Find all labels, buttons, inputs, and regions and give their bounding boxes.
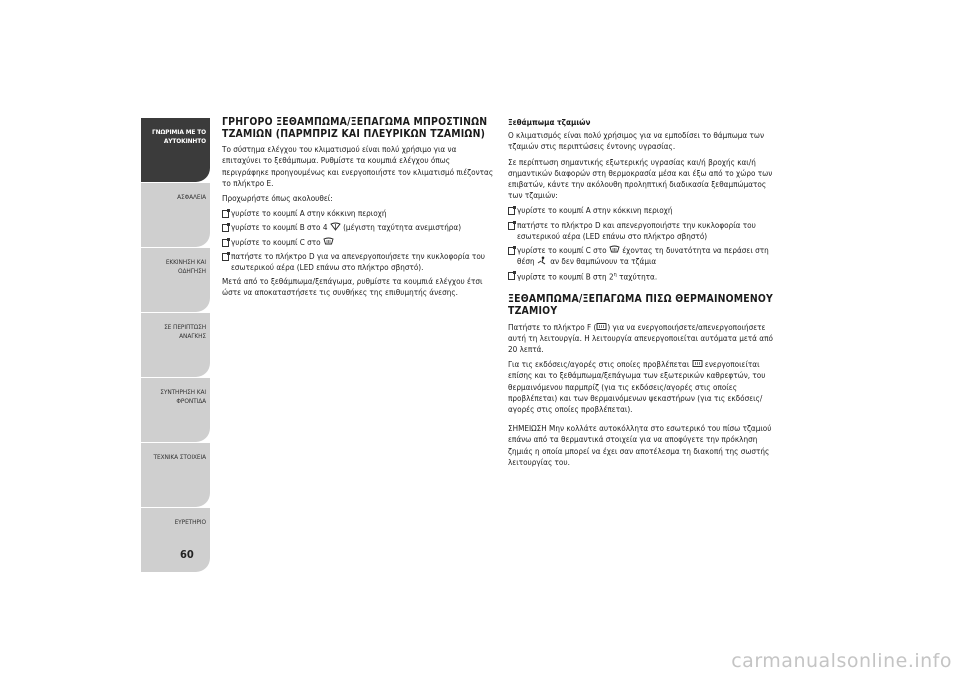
tab-starting-driving[interactable]: ΕΚΚΙΝΗΣΗ ΚΑΙ ΟΔΗΓΗΣΗ: [141, 248, 210, 312]
checkbox-bullet-icon: [508, 222, 515, 230]
list-item: γυρίστε το κουμπί B στο 4 (μέγιστη ταχύτητα ανεμιστήρα): [222, 222, 494, 233]
windscreen-defrost-icon: [323, 237, 334, 246]
tab-technical-data[interactable]: ΤΕΧΝΙΚΑ ΣΤΟΙΧΕΙΑ: [141, 443, 210, 507]
list-item: γυρίστε το κουμπί C στο έχοντας τη δυνατότητα να περάσει στη θέση αν δεν θαμπώνουν τα τζάμια: [508, 245, 780, 267]
checkbox-bullet-icon: [222, 210, 229, 218]
checkbox-bullet-icon: [508, 247, 515, 255]
checkbox-bullet-icon: [222, 239, 229, 247]
feet-windscreen-icon: [537, 256, 548, 265]
list-item: πατήστε το πλήκτρο D για να απενεργοποιήσετε την κυκλοφορία του εσωτερικού αέρα (LED επάνω στο πλήκτρο σβηστό).: [222, 251, 494, 273]
closing-paragraph: Μετά από το ξεθάμπωμα/ξεπάγωμα, ρυθμίστε τα κουμπιά ελέγχου έτσι ώστε να αποκαταστήσετε τις συνθήκες της επιθυμητής άνεσης.: [222, 276, 483, 298]
page-number: 60: [180, 548, 194, 561]
rear-window-defrost-icon: [596, 322, 607, 331]
fan-icon: [330, 222, 341, 231]
intro-paragraph: Το σύστημα ελέγχου του κλιματισμού είναι πολύ χρήσιμο για να επιταχύνει το ξεθάμπωμα. Ρυθμίστε τα κουμπιά ελέγχου όπως περιγράφηκε προηγουμένως και ενεργοποιήστε τον κλιματισμό πιέζοντας το πλήκτρο E.: [222, 144, 494, 188]
paragraph: Πατήστε το πλήκτρο F ( ) για να ενεργοποιήσετε/απενεργοποιήσετε αυτή τη λειτουργία. Η λειτουργία απενεργοποιείται αυτόματα μετά από 20 λεπτά.: [508, 321, 773, 354]
list-item: γυρίστε το κουμπί C στο: [222, 237, 494, 248]
checkbox-bullet-icon: [222, 253, 229, 261]
list-item: πατήστε το πλήκτρο D και απενεργοποιήστε την κυκλοφορία του εσωτερικού αέρα (LED επάνω στο πλήκτρο σβηστό): [508, 220, 780, 242]
tab-maintenance[interactable]: ΣΥΝΤΗΡΗΣΗ ΚΑΙ ΦΡΟΝΤΙΔΑ: [141, 378, 210, 442]
checkbox-bullet-icon: [222, 224, 229, 232]
paragraph: Ο κλιματισμός είναι πολύ χρήσιμος για να εμποδίσει το θάμπωμα των τζαμιών στις περιπτώσεις έντονης υγρασίας.: [508, 130, 765, 152]
list-item: γυρίστε το κουμπί A στην κόκκινη περιοχή: [222, 208, 494, 219]
tab-index[interactable]: ΕΥΡΕΤΗΡΙΟ: [141, 508, 210, 572]
paragraph: Για τις εκδόσεις/αγορές στις οποίες προβλέπεται ενεργοποιείται επίσης και το ξεθάμπωμα/ξεπάγωμα των εξωτερικών καθρεφτών, του θερμαινόμενου παρμπρίζ (για τις εκδόσεις/αγορές στις οποίες προβλέπεται) και των θερμαινόμενων ψεκαστήρων (για τις εκδόσεις/αγορές στις οποίες προβλέπεται).: [508, 359, 766, 414]
windscreen-defrost-icon: [609, 245, 620, 254]
right-column: [508, 117, 780, 472]
tab-getting-to-know[interactable]: ΓΝΩΡΙΜΙΑ ΜΕ ΤΟ ΑΥΤΟΚΙΝΗΤΟ: [141, 118, 210, 182]
chapter-sidebar: [141, 118, 210, 573]
watermark: carmanualsonline.info: [731, 650, 952, 672]
section-heading: ΞΕΘΑΜΠΩΜΑ/ΞΕΠΑΓΩΜΑ ΠΙΣΩ ΘΕΡΜΑΙΝΟΜΕΝΟΥ ΤΖΑΜΙΟΥ: [508, 293, 774, 317]
section-heading: ΓΡΗΓΟΡΟ ΞΕΘΑΜΠΩΜΑ/ΞΕΠΑΓΩΜΑ ΜΠΡΟΣΤΙΝΩΝ ΤΖΑΜΙΩΝ (ΠΑΡΜΠΡΙΖ ΚΑΙ ΠΛΕΥΡΙΚΩΝ ΤΖΑΜΙΩΝ): [222, 116, 488, 140]
list-item: γυρίστε το κουμπί A στην κόκκινη περιοχή: [508, 205, 780, 216]
list-item: γυρίστε το κουμπί B στη $2^\eta$ ταχύτητα.: [508, 270, 780, 283]
paragraph: Σε περίπτωση σημαντικής εξωτερικής υγρασίας και/ή βροχής και/ή σημαντικών διαφορών στη θερμοκρασία μέσα και έξω από το χώρο των επιβατών, κάντε την ακόλουθη προληπτική διαδικασία ξεθαμπώματος των τζαμιών:: [508, 156, 773, 201]
left-column: [222, 117, 494, 303]
tab-emergency[interactable]: ΣΕ ΠΕΡΙΠΤΩΣΗ ΑΝΑΓΚΗΣ: [141, 313, 210, 377]
note-paragraph: ΣΗΜΕΙΩΣΗ Μην κολλάτε αυτοκόλλητα στο εσωτερικό του πίσω τζαμιού επάνω από τα θερμαντικά στοιχεία για να αποφύγετε την πρόκληση ζημιάς η οποία μπορεί να έχει σαν αποτέλεσμα τη διακοπή της σωστής λειτουργίας του.: [508, 423, 772, 467]
subheading: Ξεθάμπωμα τζαμιών: [508, 117, 591, 127]
tab-safety[interactable]: ΑΣΦΑΛΕΙΑ: [141, 183, 210, 247]
proceed-text: Προχωρήστε όπως ακολουθεί:: [222, 193, 333, 203]
rear-window-defrost-icon: [692, 359, 703, 368]
checkbox-bullet-icon: [508, 207, 515, 215]
checkbox-bullet-icon: [508, 272, 515, 280]
